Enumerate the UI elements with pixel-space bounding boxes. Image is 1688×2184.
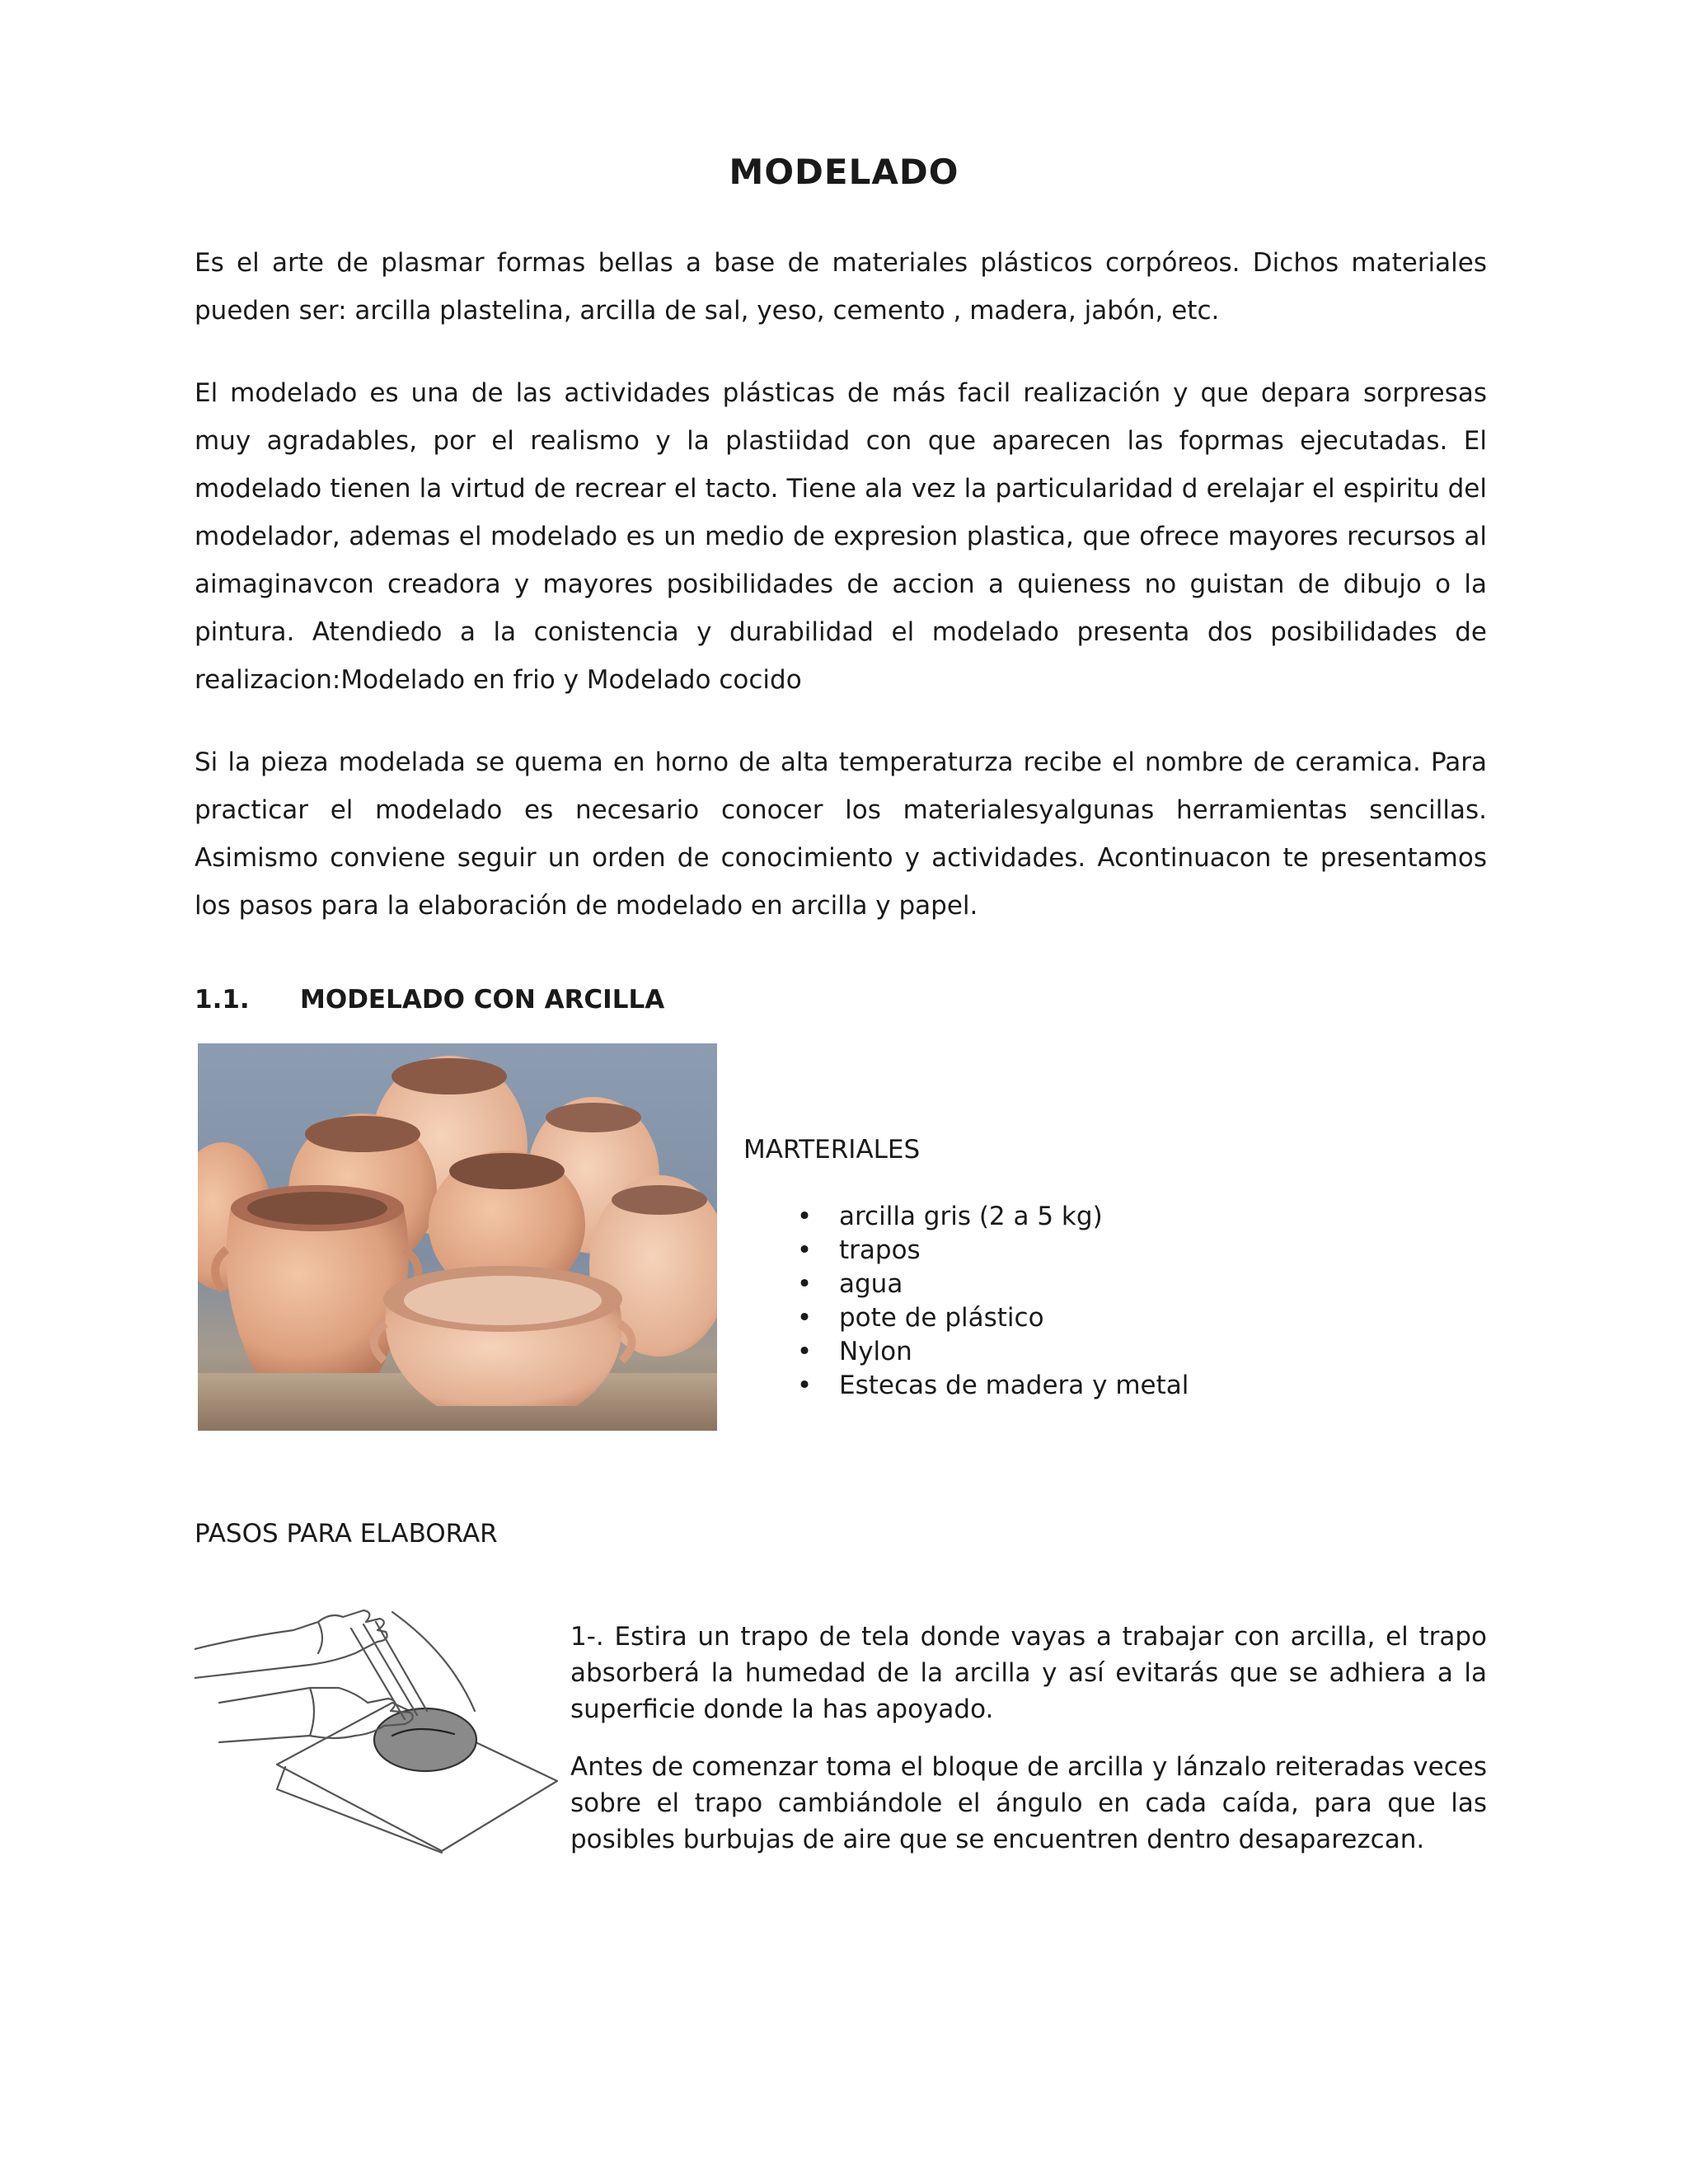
clay-pots-photo [198, 1043, 717, 1431]
bullet-icon: • [796, 1235, 813, 1265]
list-item: • Estecas de madera y metal [796, 1369, 1189, 1403]
section-number: 1.1. [195, 985, 250, 1015]
bullet-icon: • [796, 1303, 813, 1333]
step-1-text: 1-. Estira un trapo de tela donde vayas a trabajar con arcilla, el trapo absorberá la humedad de la arcilla y así evitarás que se adhiera a la superficie donde la has apoyado. [570, 1622, 1487, 1724]
hands-on-cloth-illustration [195, 1579, 565, 1859]
section-title: MODELADO CON ARCILLA [300, 985, 665, 1015]
bullet-icon: • [796, 1269, 813, 1299]
bullet-icon: • [796, 1371, 813, 1400]
step-1-detail-text: Antes de comenzar toma el bloque de arcilla y lánzalo reiteradas veces sobre el trapo cambiándole el ángulo en cada caída, para que las posibles burbujas de aire que se encuentren dentro desaparezcan. [570, 1752, 1487, 1854]
materials-label: MARTERIALES [743, 1135, 921, 1165]
list-item: • trapos [796, 1234, 1189, 1268]
list-item: • Nylon [796, 1335, 1189, 1369]
list-item: • pote de plástico [796, 1301, 1189, 1335]
steps-label: PASOS PARA ELABORAR [195, 1519, 498, 1549]
description-paragraph: El modelado es una de las actividades plásticas de más facil realización y que depara sorpresas muy agradables, por el realismo y la plastiidad con que aparecen las foprmas ejecutadas. El modelado tienen la virtud de recrear el tacto. Tiene ala vez la particularidad d erelajar el espiritu del modelador, ademas el modelado es un medio de expresion plastica, que ofrece mayores recursos al aimaginavcon creadora y mayores posibilidades de accion a quieness no guistan de dibujo o la pintura. Atendiedo a la conistencia y durabilidad el modelado presenta dos posibilidades de realizacion:Modelado en frio y Modelado cocido [195, 378, 1487, 695]
bullet-icon: • [796, 1202, 813, 1231]
hands-on-cloth-sketch [195, 1579, 565, 1859]
list-item: • arcilla gris (2 a 5 kg) [796, 1200, 1189, 1234]
list-item: • agua [796, 1268, 1189, 1301]
clay-pots-illustration [198, 1043, 717, 1431]
page-title: MODELADO [729, 152, 959, 192]
materials-list [796, 1200, 1189, 1403]
bullet-icon: • [796, 1337, 813, 1366]
ceramics-paragraph: Si la pieza modelada se quema en horno de alta temperaturza recibe el nombre de ceramica. Para practicar el modelado es necesario conocer los materialesyalgunas herramientas sencillas. Asimismo conviene seguir un orden de conocimiento y actividades. Acontinuacon te presentamos los pasos para la elaboración de modelado en arcilla y papel. [195, 748, 1487, 921]
section-heading [195, 976, 664, 1024]
intro-paragraph: Es el arte de plasmar formas bellas a base de materiales plásticos corpóreos. Dichos materiales pueden ser: arcilla plastelina, arcilla de sal, yeso, cemento , madera, jabón, etc. [195, 248, 1487, 326]
